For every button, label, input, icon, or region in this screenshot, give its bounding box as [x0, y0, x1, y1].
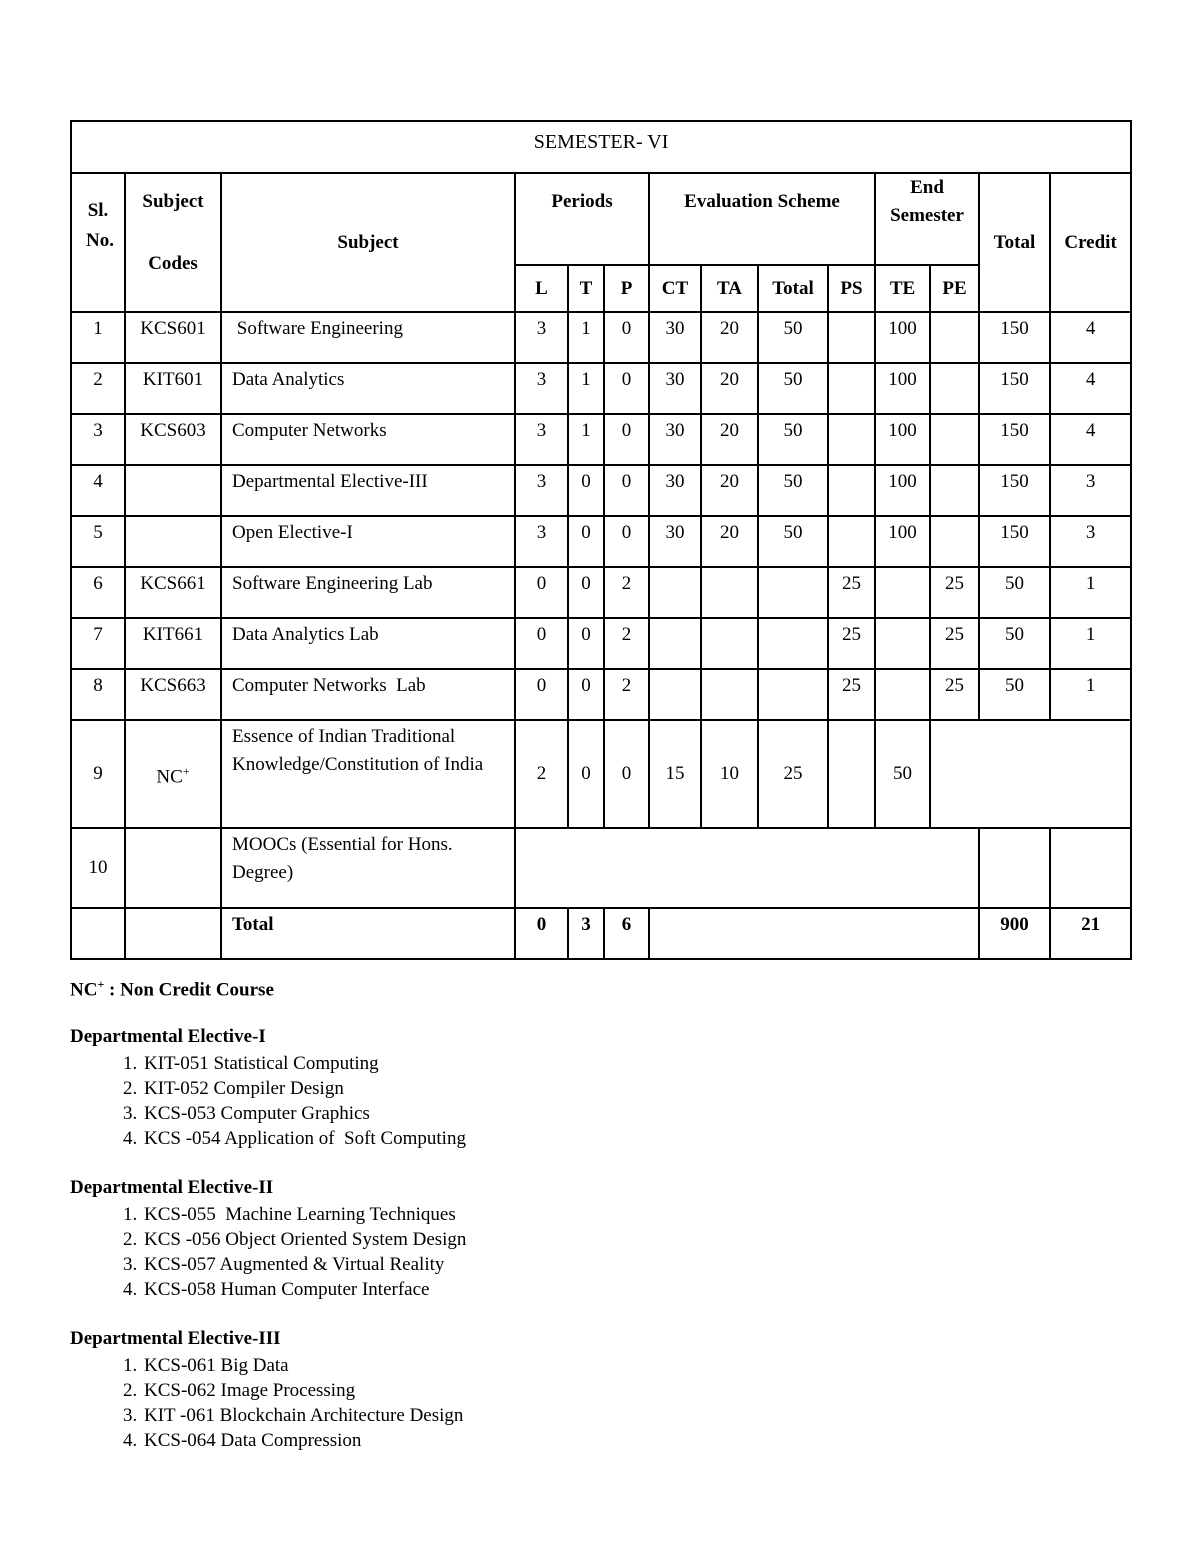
cell-code: KCS661 [125, 567, 221, 618]
table-row [71, 828, 1131, 908]
cell-subject: Departmental Elective-III [221, 465, 515, 516]
cell-code [125, 516, 221, 567]
elective-list [70, 1051, 466, 1151]
cell-credit [1050, 828, 1131, 908]
cell-sl: 9 [71, 720, 125, 828]
cell-code: KCS601 [125, 312, 221, 363]
cell-sl: 3 [71, 414, 125, 465]
table-row [71, 516, 1131, 567]
table-row [71, 669, 1131, 720]
cell-TA [701, 567, 758, 618]
cell-P: 0 [604, 414, 649, 465]
nc-footnote [70, 972, 466, 1002]
header-row-1 [71, 173, 1131, 265]
cell-PE [930, 363, 979, 414]
cell-PS [828, 465, 875, 516]
table-row [71, 363, 1131, 414]
cell-total: 150 [979, 516, 1050, 567]
cell-PS: 25 [828, 669, 875, 720]
cell-PE [930, 414, 979, 465]
cell-T: 0 [568, 567, 604, 618]
cell-TA [701, 618, 758, 669]
cell-sl: 7 [71, 618, 125, 669]
cell-credit: 1 [1050, 618, 1131, 669]
list-item: 1. KCS-061 Big Data [142, 1353, 466, 1378]
cell-CT: 30 [649, 363, 701, 414]
cell-P: 0 [604, 465, 649, 516]
cell-TE: 100 [875, 363, 930, 414]
header-TE: TE [875, 265, 930, 312]
list-item: 2. KCS -056 Object Oriented System Design [142, 1227, 466, 1252]
cell-CT: 30 [649, 414, 701, 465]
header-end-semester: End Semester [875, 173, 979, 265]
cell-credit: 1 [1050, 669, 1131, 720]
cell-eval-total: 50 [758, 516, 828, 567]
cell-PE [930, 312, 979, 363]
cell-eval-total: 50 [758, 312, 828, 363]
cell-CT: 30 [649, 465, 701, 516]
cell-T: 1 [568, 414, 604, 465]
cell-PS [828, 363, 875, 414]
cell-sl: 2 [71, 363, 125, 414]
cell-subject: Data Analytics [221, 363, 515, 414]
cell-PS [828, 312, 875, 363]
cell-P: 2 [604, 669, 649, 720]
cell-total: 50 [979, 567, 1050, 618]
table-row [71, 414, 1131, 465]
cell-code: KCS603 [125, 414, 221, 465]
elective-heading: Departmental Elective-III [70, 1328, 281, 1350]
cell-TE: 100 [875, 465, 930, 516]
cell-total: 150 [979, 363, 1050, 414]
cell-L: 3 [515, 312, 568, 363]
cell-TA: 20 [701, 363, 758, 414]
cell-eval-total: 50 [758, 414, 828, 465]
cell-CT [649, 567, 701, 618]
cell-CT: 30 [649, 516, 701, 567]
total-total: 900 [979, 908, 1050, 959]
list-item: 3. KCS-053 Computer Graphics [142, 1101, 466, 1126]
cell-TE [875, 618, 930, 669]
header-total: Total [979, 173, 1050, 312]
cell-PE: 25 [930, 567, 979, 618]
elective-list [70, 1202, 466, 1302]
elective-list [70, 1353, 466, 1453]
header-sl-no: Sl. No. [71, 173, 125, 312]
cell-TE: 100 [875, 414, 930, 465]
nc-superscript: + [97, 977, 105, 991]
cell-TA: 20 [701, 465, 758, 516]
cell-T: 0 [568, 669, 604, 720]
cell-CT: 30 [649, 312, 701, 363]
cell-T: 1 [568, 363, 604, 414]
cell-L: 3 [515, 414, 568, 465]
cell-TA: 20 [701, 312, 758, 363]
cell-T: 0 [568, 720, 604, 828]
cell-T: 0 [568, 465, 604, 516]
cell-sl: 5 [71, 516, 125, 567]
cell-eval-total: 50 [758, 363, 828, 414]
cell-PE [930, 465, 979, 516]
table-row [71, 618, 1131, 669]
cell-blank [515, 828, 979, 908]
cell-sl: 6 [71, 567, 125, 618]
cell-L: 0 [515, 567, 568, 618]
table-row [71, 465, 1131, 516]
cell-blank [930, 720, 1131, 828]
list-item: 4. KCS-064 Data Compression [142, 1428, 466, 1453]
cell-eval-total [758, 669, 828, 720]
cell-sl: 8 [71, 669, 125, 720]
nc-text: : Non Credit Course [104, 979, 274, 1001]
header-L: L [515, 265, 568, 312]
cell-eval-total: 25 [758, 720, 828, 828]
cell-TE: 50 [875, 720, 930, 828]
cell-P: 0 [604, 720, 649, 828]
cell-L: 3 [515, 363, 568, 414]
cell-code [125, 828, 221, 908]
list-item: 2. KIT-052 Compiler Design [142, 1076, 466, 1101]
cell-code [125, 908, 221, 959]
cell-PS [828, 720, 875, 828]
cell-subject: Open Elective-I [221, 516, 515, 567]
code-superscript: + [182, 763, 190, 778]
cell-blank [649, 908, 979, 959]
list-item: 1. KCS-055 Machine Learning Techniques [142, 1202, 466, 1227]
cell-total: 150 [979, 465, 1050, 516]
cell-P: 0 [604, 312, 649, 363]
cell-code: KIT661 [125, 618, 221, 669]
cell-code [125, 465, 221, 516]
cell-PE [930, 516, 979, 567]
cell-TE [875, 669, 930, 720]
table-row [71, 720, 1131, 828]
list-item: 3. KIT -061 Blockchain Architecture Design [142, 1403, 466, 1428]
list-item: 2. KCS-062 Image Processing [142, 1378, 466, 1403]
cell-code: KCS663 [125, 669, 221, 720]
cell-credit: 1 [1050, 567, 1131, 618]
header-periods: Periods [515, 173, 649, 265]
cell-CT [649, 618, 701, 669]
cell-eval-total [758, 618, 828, 669]
cell-PE: 25 [930, 618, 979, 669]
list-item: 1. KIT-051 Statistical Computing [142, 1051, 466, 1076]
cell-eval-total [758, 567, 828, 618]
cell-subject: MOOCs (Essential for Hons. Degree) [221, 828, 515, 908]
cell-sl: 10 [71, 828, 125, 908]
cell-total: 50 [979, 669, 1050, 720]
header-subject: Subject [221, 173, 515, 312]
elective-heading: Departmental Elective-II [70, 1177, 274, 1199]
header-code-line2: Codes [148, 253, 198, 274]
cell-L: 2 [515, 720, 568, 828]
header-PS: PS [828, 265, 875, 312]
cell-PE: 25 [930, 669, 979, 720]
cell-L: 0 [515, 618, 568, 669]
cell-total: 150 [979, 312, 1050, 363]
total-row [71, 908, 1131, 959]
table-row [71, 312, 1131, 363]
cell-P: 2 [604, 567, 649, 618]
header-credit: Credit [1050, 173, 1131, 312]
cell-credit: 4 [1050, 363, 1131, 414]
cell-TE: 100 [875, 312, 930, 363]
cell-credit: 4 [1050, 414, 1131, 465]
total-T: 3 [568, 908, 604, 959]
semester-table [70, 120, 1132, 960]
cell-L: 3 [515, 516, 568, 567]
code-text: NC [156, 766, 183, 788]
cell-subject: Data Analytics Lab [221, 618, 515, 669]
cell-subject: Software Engineering Lab [221, 567, 515, 618]
notes-section [70, 972, 466, 1477]
table-row [71, 567, 1131, 618]
header-evaluation-scheme: Evaluation Scheme [649, 173, 875, 265]
header-TA: TA [701, 265, 758, 312]
total-L: 0 [515, 908, 568, 959]
cell-PS: 25 [828, 567, 875, 618]
cell-sl: 1 [71, 312, 125, 363]
cell-L: 0 [515, 669, 568, 720]
cell-subject: Computer Networks [221, 414, 515, 465]
cell-sl [71, 908, 125, 959]
cell-T: 0 [568, 516, 604, 567]
cell-TA: 20 [701, 516, 758, 567]
total-label: Total [221, 908, 515, 959]
elective-heading: Departmental Elective-I [70, 1026, 266, 1048]
cell-total: 50 [979, 618, 1050, 669]
cell-sl: 4 [71, 465, 125, 516]
cell-P: 0 [604, 516, 649, 567]
cell-total [979, 828, 1050, 908]
cell-CT: 15 [649, 720, 701, 828]
cell-P: 0 [604, 363, 649, 414]
header-P: P [604, 265, 649, 312]
header-T: T [568, 265, 604, 312]
cell-subject: Essence of Indian Traditional Knowledge/Constitution of India [221, 720, 515, 828]
cell-credit: 4 [1050, 312, 1131, 363]
header-PE: PE [930, 265, 979, 312]
cell-code: KIT601 [125, 363, 221, 414]
list-item: 4. KCS-058 Human Computer Interface [142, 1277, 466, 1302]
cell-T: 0 [568, 618, 604, 669]
header-code-line1: Subject [142, 191, 204, 212]
cell-credit: 3 [1050, 516, 1131, 567]
table-title: SEMESTER- VI [71, 121, 1131, 173]
cell-total: 150 [979, 414, 1050, 465]
cell-PS [828, 516, 875, 567]
cell-subject: Software Engineering [221, 312, 515, 363]
header-subject-codes [125, 173, 221, 312]
list-item: 4. KCS -054 Application of Soft Computing [142, 1126, 466, 1151]
cell-TE [875, 567, 930, 618]
cell-CT [649, 669, 701, 720]
cell-TE: 100 [875, 516, 930, 567]
cell-TA: 10 [701, 720, 758, 828]
cell-credit: 3 [1050, 465, 1131, 516]
cell-TA [701, 669, 758, 720]
cell-subject: Computer Networks Lab [221, 669, 515, 720]
total-credit: 21 [1050, 908, 1131, 959]
cell-eval-total: 50 [758, 465, 828, 516]
header-CT: CT [649, 265, 701, 312]
cell-PS [828, 414, 875, 465]
header-eval-total: Total [758, 265, 828, 312]
cell-T: 1 [568, 312, 604, 363]
cell-P: 2 [604, 618, 649, 669]
list-item: 3. KCS-057 Augmented & Virtual Reality [142, 1252, 466, 1277]
cell-code [125, 720, 221, 828]
nc-prefix: NC [70, 979, 98, 1001]
cell-PS: 25 [828, 618, 875, 669]
cell-TA: 20 [701, 414, 758, 465]
cell-L: 3 [515, 465, 568, 516]
total-P: 6 [604, 908, 649, 959]
